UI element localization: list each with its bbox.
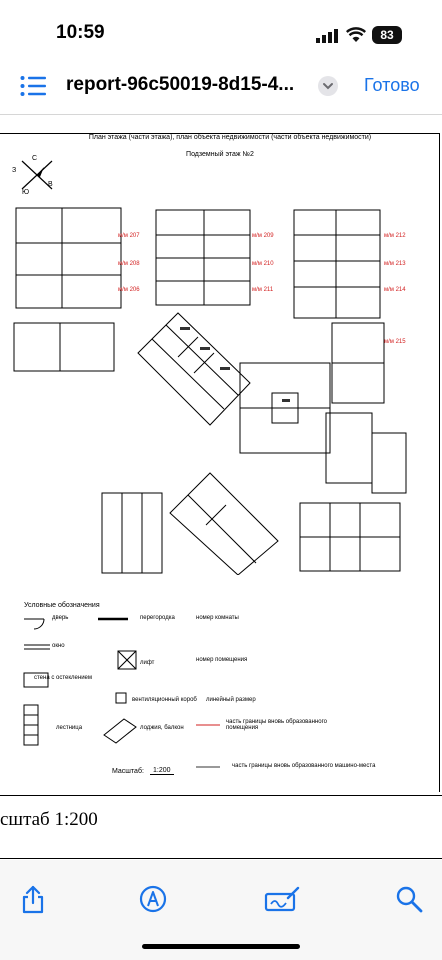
room-label: м/м 206	[118, 287, 140, 293]
room-label: м/м 210	[252, 261, 274, 267]
legend-item: номер комнаты	[196, 615, 239, 621]
room-label: м/м 211	[252, 287, 274, 293]
chevron-down-icon	[318, 76, 338, 96]
legend-item: окно	[52, 643, 65, 649]
status-bar	[0, 0, 442, 58]
share-icon[interactable]	[18, 884, 48, 914]
room-label: м/м 207	[118, 233, 140, 239]
legend-item: лоджия, балкон	[140, 725, 184, 731]
room-label: м/м 213	[384, 261, 406, 267]
legend-item: стена с остеклением	[34, 675, 93, 681]
footer-scale-text: сштаб 1:200	[0, 809, 98, 830]
plan-header: План этажа (части этажа), план объекта недвижимости (части объекта недвижимости)	[88, 134, 372, 141]
compass-east: В	[48, 181, 53, 188]
floor-label: Подземный этаж №2	[186, 151, 254, 158]
legend-item: лифт	[140, 660, 155, 666]
list-icon[interactable]	[20, 75, 46, 97]
status-time: 10:59	[56, 22, 105, 43]
scale-value: 1:200	[150, 767, 174, 775]
scale-label: Масштаб:	[112, 768, 144, 775]
floor-plan-drawing	[10, 203, 410, 575]
legend-item: дверь	[52, 615, 69, 621]
legend-item: часть границы вновь образованного помещения	[226, 719, 327, 731]
cellular-signal-icon	[316, 29, 338, 43]
document-view[interactable]	[0, 115, 442, 860]
page-divider	[0, 858, 442, 859]
legend-item: лестница	[56, 725, 83, 731]
compass-west: З	[12, 167, 17, 174]
document-title: report-96c50019-8d15-4...	[66, 74, 295, 95]
room-label: м/м 208	[118, 261, 140, 267]
legend-title: Условные обозначения	[24, 602, 100, 609]
room-label: м/м 212	[384, 233, 406, 239]
home-indicator[interactable]	[142, 944, 300, 949]
sign-icon[interactable]	[264, 884, 300, 914]
legend-item: перегородка	[140, 615, 175, 621]
navigation-bar	[0, 58, 442, 115]
title-menu-button[interactable]	[318, 76, 338, 96]
battery-indicator: 83	[372, 26, 402, 44]
done-button[interactable]: Готово	[364, 75, 420, 95]
legend-boundary-lines	[196, 721, 222, 771]
page-divider	[0, 795, 442, 796]
search-icon[interactable]	[394, 884, 424, 914]
room-label: м/м 214	[384, 287, 406, 293]
compass-north: С	[32, 155, 38, 162]
markup-icon[interactable]	[138, 884, 168, 914]
legend-item: номер помещения	[196, 657, 248, 663]
legend-item: часть границы вновь образованного машино-места	[232, 763, 376, 769]
legend-item: линейный размер	[206, 697, 256, 703]
legend-item: вентиляционный короб	[132, 697, 197, 703]
compass-south: Ю	[22, 189, 30, 196]
room-label: м/м 209	[252, 233, 274, 239]
room-label: м/м 215	[384, 339, 406, 345]
wifi-icon	[346, 27, 366, 43]
